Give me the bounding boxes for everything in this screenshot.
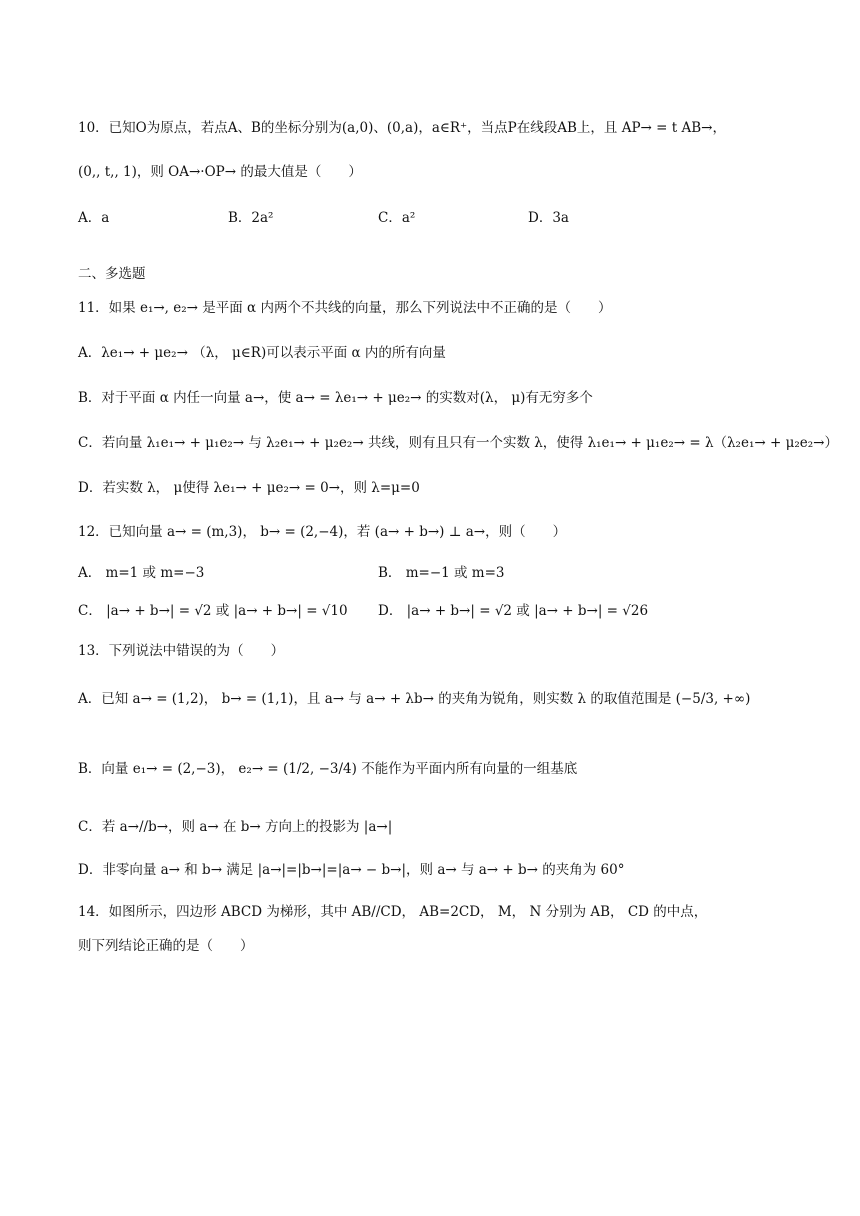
q10-option-a: A．a bbox=[78, 210, 110, 226]
q12-option-a: A． m=1 或 m=−3 bbox=[78, 565, 205, 581]
q10-line1: 10．已知O为原点，若点A、B的坐标分别为(a,0)、(0,a)，a∈R⁺，当点P在线段AB上，且 AP→ = t AB→， bbox=[78, 120, 726, 136]
q11-option-c: C．若向量 λ₁e₁→ + μ₁e₂→ 与 λ₂e₁→ + μ₂e₂→ 共线，则有且只有一个实数 λ，使得 λ₁e₁→ + μ₁e₂→ = λ（λ₂e₁→ + μ₂e₂→） bbox=[78, 435, 838, 451]
q11-option-b: B．对于平面 α 内任一向量 a→，使 a→ = λe₁→ + μe₂→ 的实数对(λ， μ)有无穷多个 bbox=[78, 390, 593, 406]
q14-line2: 则下列结论正确的是（ ） bbox=[78, 938, 254, 954]
section-heading: 二、多选题 bbox=[78, 266, 146, 282]
q10-option-d: D．3a bbox=[528, 210, 569, 226]
q14-line1: 14．如图所示，四边形 ABCD 为梯形，其中 AB//CD， AB=2CD， M， N 分别为 AB， CD 的中点， bbox=[78, 904, 708, 920]
q12-option-c: C． |a→ + b→| = √2 或 |a→ + b→| = √10 bbox=[78, 603, 348, 619]
q10-option-b: B．2a² bbox=[228, 210, 274, 226]
q13-option-b: B．向量 e₁→ = (2,−3)， e₂→ = (1/2, −3/4) 不能作为平面内所有向量的一组基底 bbox=[78, 761, 578, 777]
q13-option-c: C．若 a→//b→，则 a→ 在 b→ 方向上的投影为 |a→| bbox=[78, 819, 393, 835]
q13-option-d: D．非零向量 a→ 和 b→ 满足 |a→|=|b→|=|a→ − b→|，则 a→ 与 a→ + b→ 的夹角为 60° bbox=[78, 862, 625, 878]
q13-stem: 13．下列说法中错误的为（ ） bbox=[78, 643, 285, 659]
q12-option-b: B． m=−1 或 m=3 bbox=[378, 565, 505, 581]
q12-stem: 12．已知向量 a→ = (m,3)， b→ = (2,−4)，若 (a→ + b→) ⊥ a→，则（ ） bbox=[78, 524, 567, 540]
q11-stem: 11．如果 e₁→, e₂→ 是平面 α 内两个不共线的向量，那么下列说法中不正确的是（ ） bbox=[78, 300, 612, 316]
q11-option-a: A．λe₁→ + μe₂→ （λ， μ∈R)可以表示平面 α 内的所有向量 bbox=[78, 345, 446, 361]
q10-line2: (0,, t,, 1)，则 OA→·OP→ 的最大值是（ ） bbox=[78, 164, 362, 180]
q10-option-c: C．a² bbox=[378, 210, 416, 226]
q12-option-d: D． |a→ + b→| = √2 或 |a→ + b→| = √26 bbox=[378, 603, 649, 619]
q11-option-d: D．若实数 λ， μ使得 λe₁→ + μe₂→ = 0→，则 λ=μ=0 bbox=[78, 480, 420, 496]
q13-option-a: A．已知 a→ = (1,2)， b→ = (1,1)，且 a→ 与 a→ + λb→ 的夹角为锐角，则实数 λ 的取值范围是 (−5/3, +∞) bbox=[78, 691, 751, 707]
